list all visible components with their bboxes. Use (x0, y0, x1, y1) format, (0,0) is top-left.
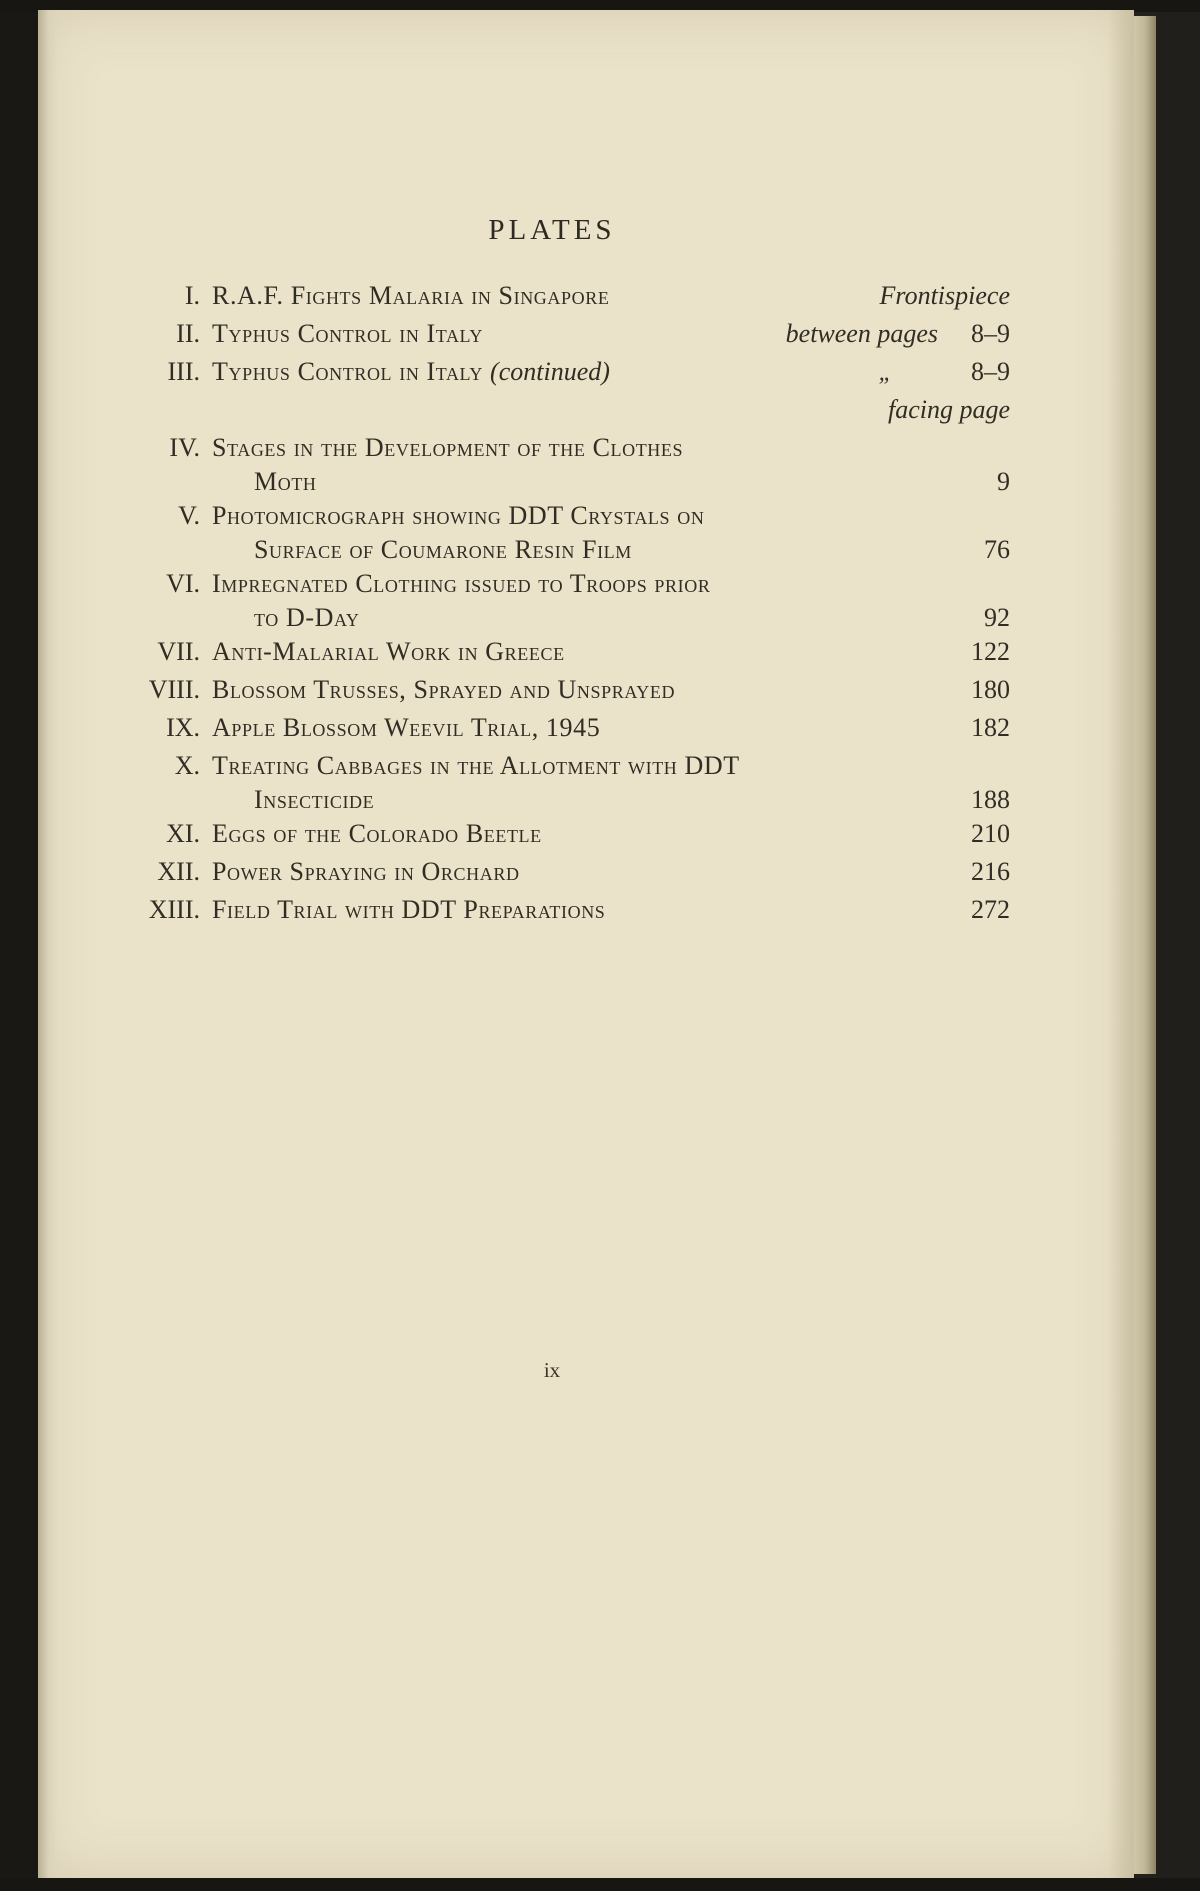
plate-page-number: 182 (971, 713, 1010, 742)
plates-list (94, 277, 1010, 929)
book-cover-left-edge (0, 0, 38, 1891)
plate-title: Treating Cabbages in the Allotment with DDT (212, 751, 740, 780)
plate-numeral: XIII. (148, 895, 200, 924)
plate-entry-2 (94, 315, 1010, 353)
plate-numeral: X. (174, 751, 200, 780)
plate-numeral: III. (167, 357, 200, 386)
plate-numeral: V. (178, 501, 200, 530)
plate-entry-3 (94, 353, 1010, 391)
plate-title: Typhus Control in Italy (212, 319, 483, 348)
page-title: PLATES (488, 214, 616, 246)
plate-numeral: II. (176, 319, 200, 348)
plate-title (212, 353, 867, 391)
plate-numeral: XI. (166, 819, 200, 848)
plate-entry-13 (94, 891, 1010, 929)
plate-entry-5 (94, 497, 1010, 535)
plate-numeral: VII. (157, 637, 200, 666)
plate-title: Blossom Trusses, Sprayed and Unsprayed (212, 675, 676, 704)
plate-page-number: 180 (971, 675, 1010, 704)
facing-page-label (94, 391, 1010, 429)
book-cover-right-edge (1156, 0, 1200, 1891)
plates-list-content (94, 214, 1010, 929)
plate-entry-4 (94, 429, 1010, 467)
plate-numeral: VI. (166, 569, 200, 598)
plate-numeral: IV. (169, 433, 200, 462)
plate-entry-5-line2 (94, 535, 1010, 565)
plate-entry-11 (94, 815, 1010, 853)
plate-title-continued: (continued) (490, 357, 610, 386)
plate-page-number: 8–9 (971, 319, 1010, 348)
plate-entry-8 (94, 671, 1010, 709)
plate-numeral: VIII. (148, 675, 200, 704)
plate-title: Impregnated Clothing issued to Troops prior (212, 569, 711, 598)
plate-page-number: 210 (971, 819, 1010, 848)
plate-title: Anti-Malarial Work in Greece (212, 637, 565, 666)
facing-page-text: facing page (887, 395, 1010, 424)
plate-numeral: XII. (157, 857, 200, 886)
plate-entry-7 (94, 633, 1010, 671)
plate-title: Apple Blossom Weevil Trial, 1945 (212, 713, 601, 742)
page-block-edges (1132, 16, 1156, 1874)
plate-title: Eggs of the Colorado Beetle (212, 819, 542, 848)
plate-title-text: Typhus Control in Italy (212, 357, 483, 386)
plate-page-number: 272 (971, 895, 1010, 924)
plate-numeral: I. (184, 281, 200, 310)
plate-page-number: 76 (984, 535, 1010, 564)
plate-page-number: 9 (997, 467, 1010, 496)
ditto-mark: „ (878, 360, 892, 386)
plate-title: Stages in the Development of the Clothes (212, 433, 684, 462)
plate-entry-10 (94, 747, 1010, 785)
plate-title: Field Trial with DDT Preparations (212, 895, 606, 924)
plate-page-number: 92 (984, 603, 1010, 632)
plate-note: Frontispiece (879, 281, 1010, 310)
plate-title: Photomicrograph showing DDT Crystals on (212, 501, 705, 530)
plate-entry-10-line2 (94, 785, 1010, 815)
plate-entry-9 (94, 709, 1010, 747)
plate-page-number: 188 (971, 785, 1010, 814)
plate-title-continuation: to D-Day (254, 603, 360, 632)
plate-title-continuation: Moth (254, 467, 317, 496)
plate-entry-6 (94, 565, 1010, 603)
book-page (38, 10, 1134, 1878)
plate-note: between pages (785, 319, 938, 348)
plate-page-number: 122 (971, 637, 1010, 666)
plate-title: Power Spraying in Orchard (212, 857, 520, 886)
plate-title-continuation: Insecticide (254, 785, 375, 814)
plate-entry-6-line2 (94, 603, 1010, 633)
folio-page-number: ix (543, 1358, 561, 1382)
plate-page-number: 216 (971, 857, 1010, 886)
book-cover-bottom-edge (0, 1878, 1200, 1891)
plate-title: R.A.F. Fights Malaria in Singapore (212, 281, 610, 310)
plate-page-number: 8–9 (971, 357, 1010, 386)
plate-numeral: IX. (166, 713, 200, 742)
plate-entry-1 (94, 277, 1010, 315)
plate-title-continuation: Surface of Coumarone Resin Film (254, 535, 632, 564)
plate-entry-12 (94, 853, 1010, 891)
plate-entry-4-line2 (94, 467, 1010, 497)
